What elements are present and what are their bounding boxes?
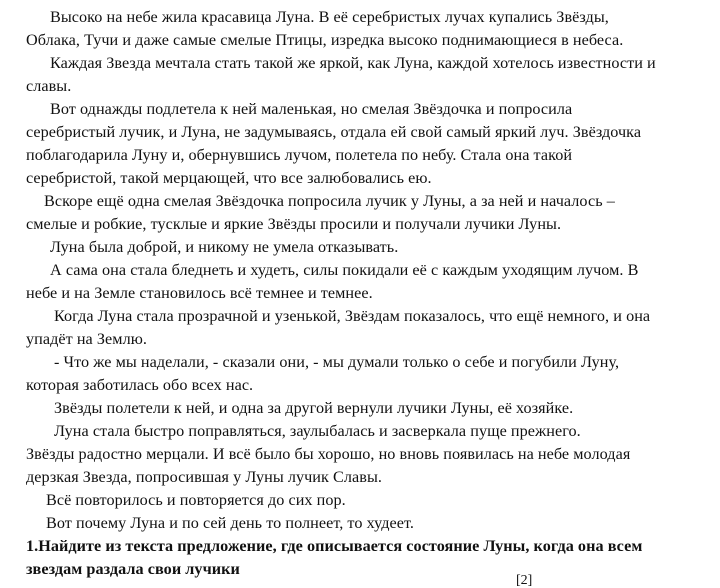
story-line: смелые и робкие, тусклые и яркие Звёзды просили и получали лучики Луны. — [26, 215, 562, 233]
story-line: Луна стала быстро поправляться, заулыбалась и засверкала пуще прежнего. — [54, 422, 581, 440]
story-line: А сама она стала бледнеть и худеть, силы покидали её с каждым уходящим лучом. В — [50, 261, 639, 279]
question-line: 1.Найдите из текста предложение, где описывается состояние Луны, когда она всем — [26, 537, 643, 555]
story-line: дерзкая Звезда, попросившая у Луны лучик Славы. — [26, 468, 382, 486]
story-line: Облака, Тучи и даже самые смелые Птицы, изредка высоко поднимающиеся в небеса. — [26, 31, 624, 49]
story-line: Звёзды полетели к ней, и одна за другой вернули лучики Луны, её хозяйке. — [54, 399, 574, 417]
story-line: небе и на Земле становилось всё темнее и темнее. — [26, 284, 373, 302]
story-line: поблагодарила Луну и, обернувшись лучом, полетела по небу. Стала она такой — [26, 146, 573, 164]
score-mark: [2] — [516, 573, 533, 588]
question-line: звездам раздала свои лучики — [26, 560, 240, 578]
story-line: серебристый лучик, и Луна, не задумываясь, отдала ей свой самый яркий луч. Звёздочка — [26, 123, 642, 141]
story-line: Каждая Звезда мечтала стать такой же яркой, как Луна, каждой хотелось известности и — [50, 54, 656, 72]
story-line: Звёзды радостно мерцали. И всё было бы хорошо, но вновь появилась на небе молодая — [26, 445, 631, 463]
story-line: - Что же мы наделали, - сказали они, - мы думали только о себе и погубили Луну, — [54, 353, 620, 371]
story-line: Высоко на небе жила красавица Луна. В её серебристых лучах купались Звёзды, — [50, 8, 609, 26]
story-line: Вот однажды подлетела к ней маленькая, но смелая Звёздочка и попросила — [50, 100, 573, 118]
story-line: упадёт на Землю. — [26, 330, 147, 348]
story-line: серебристой, такой мерцающей, что все залюбовались ею. — [26, 169, 432, 187]
story-line: которая заботилась обо всех нас. — [26, 376, 254, 394]
story-line: Когда Луна стала прозрачной и узенькой, Звёздам показалось, что ещё немного, и она — [54, 307, 651, 325]
story-line: славы. — [26, 77, 72, 95]
story-line: Вот почему Луна и по сей день то полнеет, то худеет. — [46, 514, 414, 532]
story-line: Всё повторилось и повторяется до сих пор. — [46, 491, 346, 509]
story-line: Вскоре ещё одна смелая Звёздочка попросила лучик у Луны, а за ней и началось – — [44, 192, 615, 210]
story-line: Луна была доброй, и никому не умела отказывать. — [50, 238, 399, 256]
